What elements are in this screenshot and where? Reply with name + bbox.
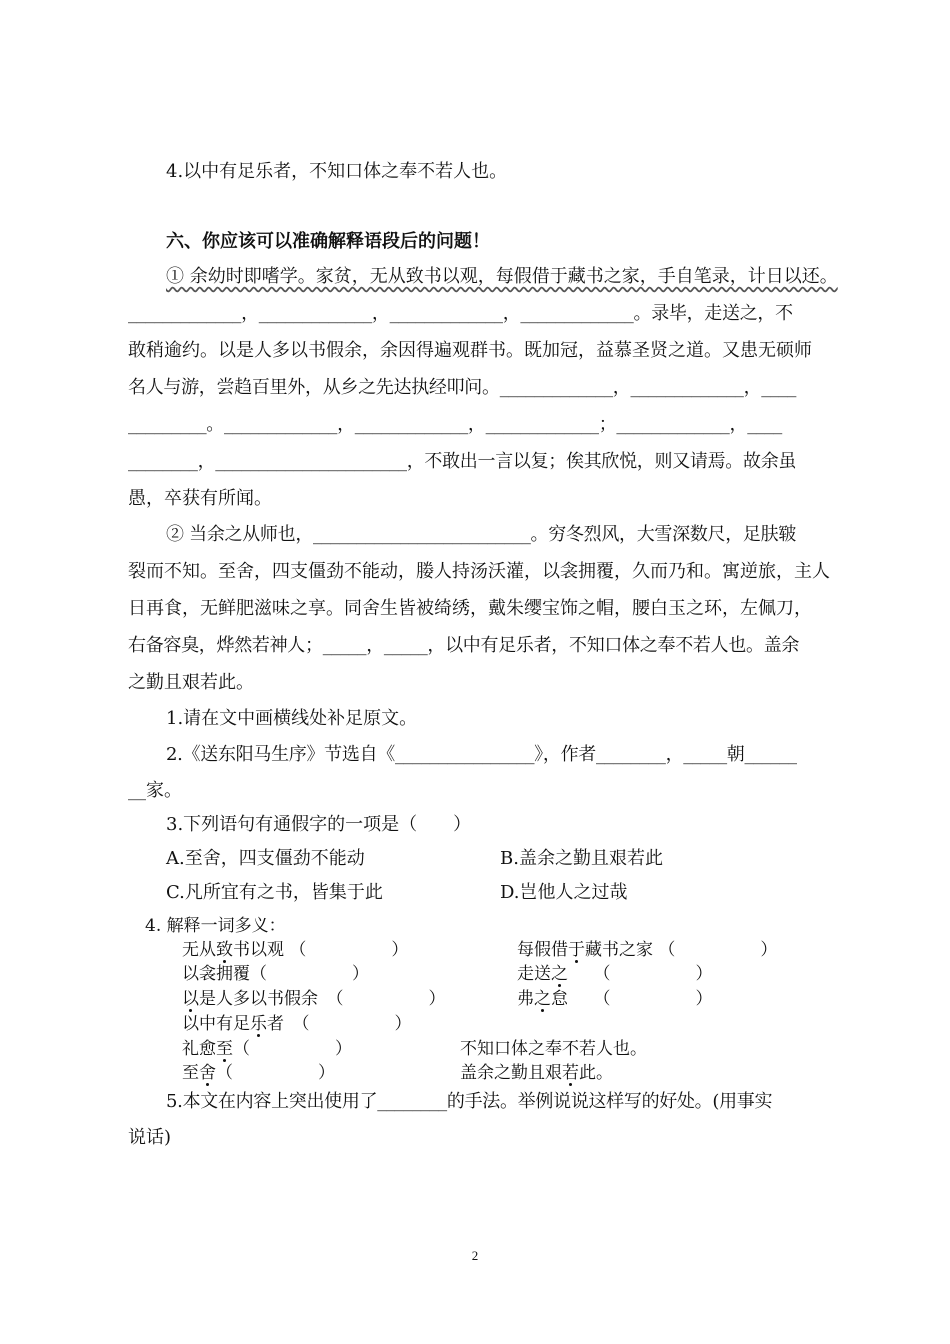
q4-item [182, 939, 408, 961]
q4-text: 盖余之勤且艰 [460, 1063, 562, 1083]
p1-line-7: 愚，卒获有所闻。 [128, 488, 272, 509]
q4-item [517, 963, 713, 985]
q4-text: 书以观 [233, 940, 284, 960]
q4-dotted-char: 至 [216, 1039, 233, 1059]
answer-blank[interactable]: （ ） [602, 989, 713, 1009]
answer-blank[interactable]: （ ） [216, 1063, 335, 1083]
q4-text: 者 [267, 1014, 284, 1034]
question-1: 1.请在文中画横线处补足原文。 [166, 708, 418, 729]
q4-text: 不知口体之奉不若人也。 [460, 1039, 647, 1059]
q3-option-a: A.至舍，四支僵劲不能动 [166, 848, 365, 869]
question-5-line-2: 说话) [128, 1127, 172, 1148]
q4-item [182, 988, 446, 1010]
q4-dotted-char: 以 [182, 989, 199, 1009]
q3-option-b: B.盖余之勤且艰若此 [500, 848, 663, 869]
p1-line-5: _________。_____________，_____________，_____________；_____________，____ [128, 414, 783, 435]
q4-text: 走送 [517, 964, 551, 984]
q4-text: 弗 [517, 989, 534, 1009]
q4-item [460, 1038, 647, 1060]
p2-line-1: ② 当余之从师也，_________________________。穷冬烈风，大雪深数尺，足肤皲 [166, 524, 797, 545]
q4-item [182, 1013, 412, 1035]
q4-dotted-char: 之 [551, 964, 568, 984]
answer-blank[interactable]: （ ） [233, 1039, 352, 1059]
q4-text: 藏书之家 [585, 940, 653, 960]
q4-item [182, 963, 369, 985]
q4-text: 以中有足 [182, 1014, 250, 1034]
p2-line-3: 日再食，无鲜肥滋味之享。同舍生皆被绮绣，戴朱缨宝饰之帽，腰白玉之环，左佩刀， [128, 598, 812, 619]
p1-line-1: ① 余幼时即嗜学。家贫，无从致书以观，每假借于藏书之家，手自笔录，计日以还。 [166, 266, 838, 287]
answer-blank[interactable]: （ ） [335, 989, 446, 1009]
answer-blank[interactable]: （ ） [602, 964, 713, 984]
q4-dotted-char: 若 [562, 1063, 579, 1083]
q4-dotted-char: 致 [216, 940, 233, 960]
question-5-line-1: 5.本文在内容上突出使用了________的手法。举例说说这样写的好处。(用事实 [166, 1091, 773, 1112]
q4-text: 以衾拥覆 [182, 964, 250, 984]
answer-blank[interactable]: （ ） [658, 940, 778, 960]
page-number: 2 [471, 1248, 479, 1263]
question-2-line-2: __家。 [128, 780, 182, 801]
answer-blank[interactable]: （ ） [289, 940, 409, 960]
q4-title: 4. 解释一词多义： [145, 916, 286, 936]
answer-blank[interactable]: （ ） [250, 964, 369, 984]
q4-dotted-char: 于 [568, 940, 585, 960]
q3-stem: 3.下列语句有通假字的一项是（ ） [166, 814, 472, 835]
q4-text: 是人多以书假余 [199, 989, 318, 1009]
q4-text: 每假借 [517, 940, 568, 960]
q4-dotted-char: 乐 [250, 1014, 267, 1034]
section-title: 六、你应该可以准确解释语段后的问题！ [166, 231, 490, 252]
q4-text: 怠 [551, 989, 568, 1009]
q4-item [460, 1062, 613, 1084]
question-2-line-1: 2.《送东阳马生序》节选自《________________》，作者________，_____朝______ [166, 744, 797, 765]
question-4-top-line: 4.以中有足乐者，不知口体之奉不若人也。 [166, 161, 508, 182]
answer-blank[interactable]: （ ） [301, 1014, 412, 1034]
q4-text: 至 [182, 1063, 199, 1083]
q4-text: 此。 [579, 1063, 613, 1083]
p1-line-2: _____________，_____________，_____________，_____________。录毕，走送之，不 [128, 303, 793, 324]
q3-option-c: C.凡所宜有之书，皆集于此 [166, 882, 383, 903]
p2-line-4: 右备容臭，烨然若神人；_____，_____，以中有足乐者，不知口体之奉不若人也。盖余 [128, 635, 800, 656]
q4-dotted-char: 之 [534, 989, 551, 1009]
q4-item [182, 1062, 335, 1084]
p2-line-5: 之勤且艰若此。 [128, 672, 254, 693]
q4-item [517, 939, 777, 961]
q3-option-d: D.岂他人之过哉 [500, 882, 628, 903]
p1-line-6: ________，______________________，不敢出一言以复；俟其欣悦，则又请焉。故余虽 [128, 451, 797, 472]
q4-text: 礼愈 [182, 1039, 216, 1059]
p2-line-2: 裂而不知。至舍，四支僵劲不能动，媵人持汤沃灌，以衾拥覆，久而乃和。寓逆旅，主人 [128, 561, 830, 582]
q4-item [182, 1038, 352, 1060]
q4-text: 无从 [182, 940, 216, 960]
p1-line-4: 名人与游，尝趋百里外，从乡之先达执经叩问。_____________，_____________，____ [128, 377, 797, 398]
p1-line-3: 敢稍逾约。以是人多以书假余，余因得遍观群书。既加冠，益慕圣贤之道。又患无硕师 [128, 340, 812, 361]
q4-dotted-char: 舍 [199, 1063, 216, 1083]
q4-item [517, 988, 713, 1010]
